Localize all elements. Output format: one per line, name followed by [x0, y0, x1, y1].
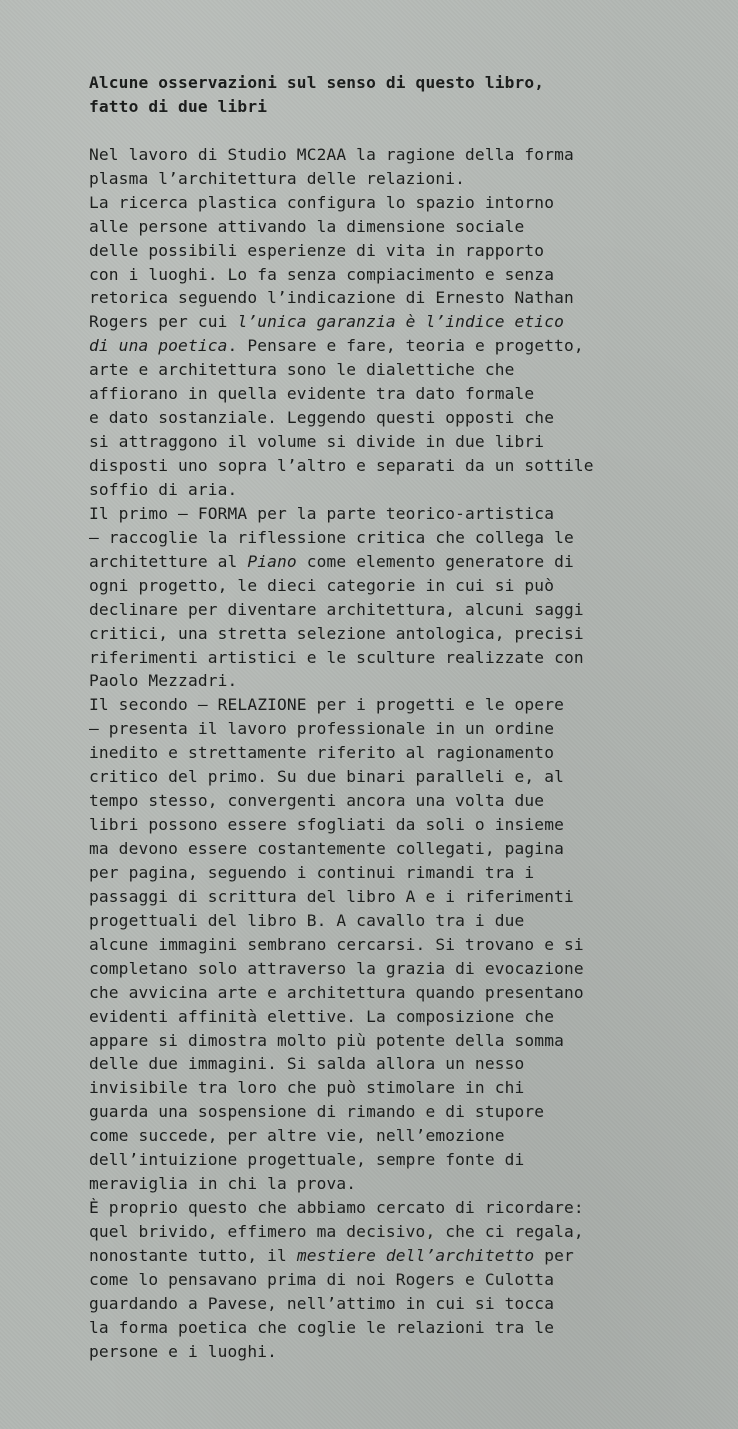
text-span: architetture al [89, 551, 248, 571]
text-line: passaggi di scrittura del libro A e i riferimenti [89, 886, 574, 906]
text-line: evidenti affinità elettive. La composizione che [89, 1006, 555, 1026]
italic-term: Piano [247, 551, 297, 571]
text-line: alcune immagini sembrano cercarsi. Si trovano e si [89, 934, 584, 954]
text-line: arte e architettura sono le dialettiche che [89, 360, 515, 380]
text-line: delle possibili esperienze di vita in rapporto [89, 240, 545, 260]
text-line [89, 550, 729, 574]
text-span: per [534, 1245, 574, 1265]
text-line [89, 310, 729, 334]
text-line: con i luoghi. Lo fa senza compiacimento e senza [89, 264, 555, 284]
text-line: per pagina, seguendo i continui rimandi tra i [89, 862, 535, 882]
text-line: dell’intuizione progettuale, sempre fonte di [89, 1150, 525, 1170]
text-line: completano solo attraverso la grazia di evocazione [89, 958, 584, 978]
title-line: Alcune osservazioni sul senso di questo libro, [89, 73, 545, 92]
text-span: come elemento generatore di [296, 551, 574, 571]
title-line: fatto di due libri [89, 96, 268, 116]
text-line: Il secondo – RELAZIONE per i progetti e le opere [89, 695, 564, 715]
text-line: tempo stesso, convergenti ancora una volta due [89, 791, 545, 811]
text-line: meraviglia in chi la prova. [89, 1174, 357, 1194]
text-line: – presenta il lavoro professionale in un ordine [89, 719, 555, 739]
text-line: come lo pensavano prima di noi Rogers e Culotta [89, 1269, 555, 1289]
text-line: È proprio questo che abbiamo cercato di ricordare: [89, 1198, 584, 1218]
text-line [89, 1244, 729, 1268]
text-line: Paolo Mezzadri. [89, 671, 238, 691]
text-line: Nel lavoro di Studio MC2AA la ragione della forma [89, 144, 574, 164]
text-line: Il primo – FORMA per la parte teorico-artistica [89, 503, 555, 523]
text-block [89, 71, 729, 1364]
text-line: riferimenti artistici e le sculture realizzate con [89, 647, 584, 667]
italic-quote: di una poetica [89, 336, 228, 356]
text-line: declinare per diventare architettura, alcuni saggi [89, 599, 584, 619]
text-line: ma devono essere costantemente collegati, pagina [89, 839, 564, 858]
text-line: retorica seguendo l’indicazione di Ernesto Nathan [89, 288, 574, 308]
text-line: – raccoglie la riflessione critica che collega le [89, 527, 574, 547]
text-line: libri possono essere sfogliati da soli o insieme [89, 815, 564, 835]
text-line: alle persone attivando la dimensione sociale [89, 216, 525, 236]
text-line: ogni progetto, le dieci categorie in cui si può [89, 575, 555, 595]
text-line: guarda una sospensione di rimando e di stupore [89, 1102, 545, 1122]
text-line: che avvicina arte e architettura quando presentano [89, 982, 584, 1002]
text-line: quel brivido, effimero ma decisivo, che ci regala, [89, 1222, 584, 1241]
text-line: affiorano in quella evidente tra dato formale [89, 384, 535, 404]
italic-quote: l’unica garanzia è l’indice etico [237, 312, 564, 332]
text-line: critici, una stretta selezione antologica, precisi [89, 623, 584, 643]
text-line: si attraggono il volume si divide in due libri [89, 432, 545, 452]
text-line: persone e i luoghi. [89, 1341, 278, 1361]
text-line: plasma l’architettura delle relazioni. [89, 168, 466, 188]
body-text [89, 143, 729, 1364]
text-line: soffio di aria. [89, 479, 238, 499]
text-line [89, 334, 729, 358]
text-line: progettuali del libro B. A cavallo tra i due [89, 910, 525, 930]
italic-term: mestiere dell’architetto [296, 1245, 535, 1265]
text-line: La ricerca plastica configura lo spazio intorno [89, 192, 555, 212]
text-line: inedito e strettamente riferito al ragionamento [89, 743, 555, 763]
document-title [89, 71, 729, 119]
text-span: . Pensare e fare, teoria e progetto, [227, 336, 584, 356]
text-line: la forma poetica che coglie le relazioni tra le [89, 1317, 555, 1337]
blank-line [89, 119, 729, 143]
text-line: come succede, per altre vie, nell’emozione [89, 1126, 505, 1146]
text-span: Rogers per cui [89, 312, 238, 332]
text-line: guardando a Pavese, nell’attimo in cui si tocca [89, 1293, 555, 1313]
text-line: disposti uno sopra l’altro e separati da un sottile [89, 456, 594, 475]
text-line: appare si dimostra molto più potente della somma [89, 1030, 564, 1050]
text-line: critico del primo. Su due binari paralleli e, al [89, 767, 564, 787]
text-line: invisibile tra loro che può stimolare in chi [89, 1078, 525, 1098]
text-span: nonostante tutto, il [89, 1245, 297, 1265]
text-line: delle due immagini. Si salda allora un nesso [89, 1054, 525, 1074]
text-line: e dato sostanziale. Leggendo questi opposti che [89, 408, 555, 428]
